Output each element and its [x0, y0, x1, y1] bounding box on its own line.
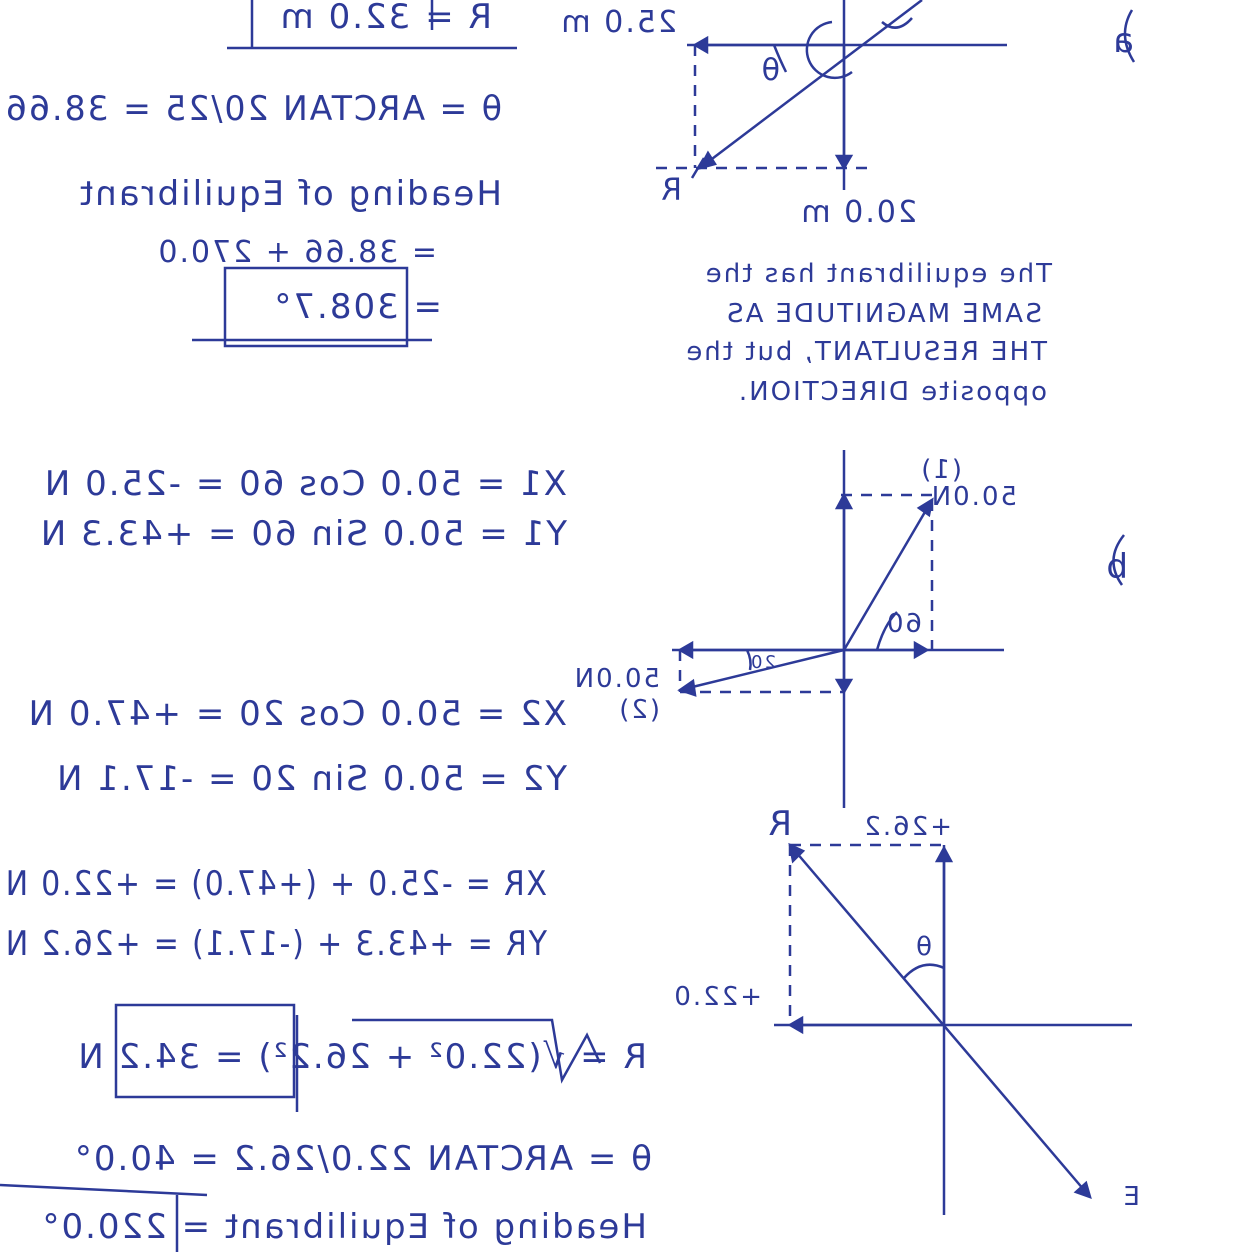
- diagram-b2-diag: [790, 845, 1090, 1197]
- note-line-1: The equilibrant has the: [703, 259, 1052, 289]
- diagram-b1-y2-arrow: [837, 680, 851, 692]
- part-b-line-6: YR = +43.3 + (-17.1) = +26.2 N: [4, 924, 548, 964]
- part-a-line-3: Heading of Equilibrant: [77, 174, 502, 214]
- diagram-a-x-arrow: [695, 38, 707, 52]
- diagram-a: [559, 0, 1007, 230]
- part-b-line-4: Y2 = 50.0 Sin 20 = -17.1 N: [55, 759, 567, 799]
- note-line-2: SAME MAGNITUDE AS: [725, 299, 1042, 329]
- diagram-a-y-arrow: [837, 156, 851, 168]
- part-a-line-5: = 308.7°: [272, 287, 442, 327]
- note-line-4: opposite DIRECTION.: [736, 377, 1047, 407]
- part-a-marker-label: a: [1111, 21, 1134, 61]
- diagram-a-resultant-label: R: [659, 173, 682, 208]
- final-heading-underline: [0, 1185, 207, 1195]
- part-b-line-5: XR = -25.0 + (+47.0) = +22.0 N: [4, 864, 547, 904]
- diagram-b1-v2-num: (2): [617, 695, 660, 725]
- diagram-b1-v1-num: (1): [919, 455, 962, 485]
- diagram-b1-v1-label: 50.0N: [929, 482, 1017, 512]
- diagram-b2-x-label: +22.0: [672, 982, 762, 1012]
- diagram-b1-x2-arrow: [680, 643, 692, 657]
- diagram-b2-theta-arc: [904, 965, 944, 978]
- diagram-a-y-label: 20.0 m: [799, 195, 917, 230]
- diagram-b1-v1-angle: 60: [884, 609, 922, 639]
- part-a-marker: [1111, 10, 1134, 62]
- diagram-b2: [672, 804, 1140, 1215]
- part-a-line-1: R = 32.0 m: [278, 0, 492, 37]
- diagram-b2-y-label: +26.2: [862, 812, 952, 842]
- diagram-b1-x1-arrow: [915, 643, 927, 657]
- diagram-b2-equilibrant-label: E: [1121, 1182, 1140, 1212]
- diagram-b1-v2-angle: 20: [749, 652, 776, 673]
- equilibrant-note: [684, 259, 1053, 407]
- diagram-a-angle-label: θ: [759, 53, 780, 88]
- part-a-line-4: = 38.66 + 270.0: [156, 235, 437, 270]
- part-b-marker-label: b: [1104, 547, 1128, 587]
- part-a-equations: [4, 0, 517, 346]
- note-line-3: THE RESULTANT, but the: [684, 337, 1047, 367]
- part-b-equations: [0, 464, 652, 1252]
- diagram-b2-angle-label: θ: [914, 932, 932, 962]
- part-b-line-2: Y1 = 50.0 Sin 60 = +43.3 N: [38, 514, 567, 554]
- diagram-b1-v2-label: 50.0N: [572, 664, 660, 694]
- part-b-line-3: X2 = 50.0 Cos 20 = +47.0 N: [26, 694, 567, 734]
- diagram-a-x-label: 25.0 m: [559, 5, 677, 40]
- diagram-b1: [573, 450, 1017, 808]
- diagram-b2-y-arrow: [937, 848, 951, 861]
- part-b-line-7: R = √(22.0² + 26.2²) = 34.2 N: [76, 1037, 647, 1077]
- part-a-line-2: θ = ARCTAN 20/25 = 38.66: [4, 89, 502, 129]
- part-b-line-1: X1 = 50.0 Cos 60 = -25.0 N: [42, 464, 567, 504]
- diagram-b2-resultant-label: R: [766, 804, 792, 844]
- part-b-line-8: θ = ARCTAN 22.0/26.2 = 40.0°: [72, 1139, 652, 1179]
- diagram-b2-e-arrow: [1076, 1183, 1090, 1197]
- part-b-line-9: Heading of Equilibrant = 220.0°: [40, 1207, 647, 1247]
- diagram-b2-x-arrow: [790, 1018, 802, 1032]
- part-b-marker: [1104, 535, 1128, 587]
- diagram-b1-y1-arrow: [837, 495, 851, 508]
